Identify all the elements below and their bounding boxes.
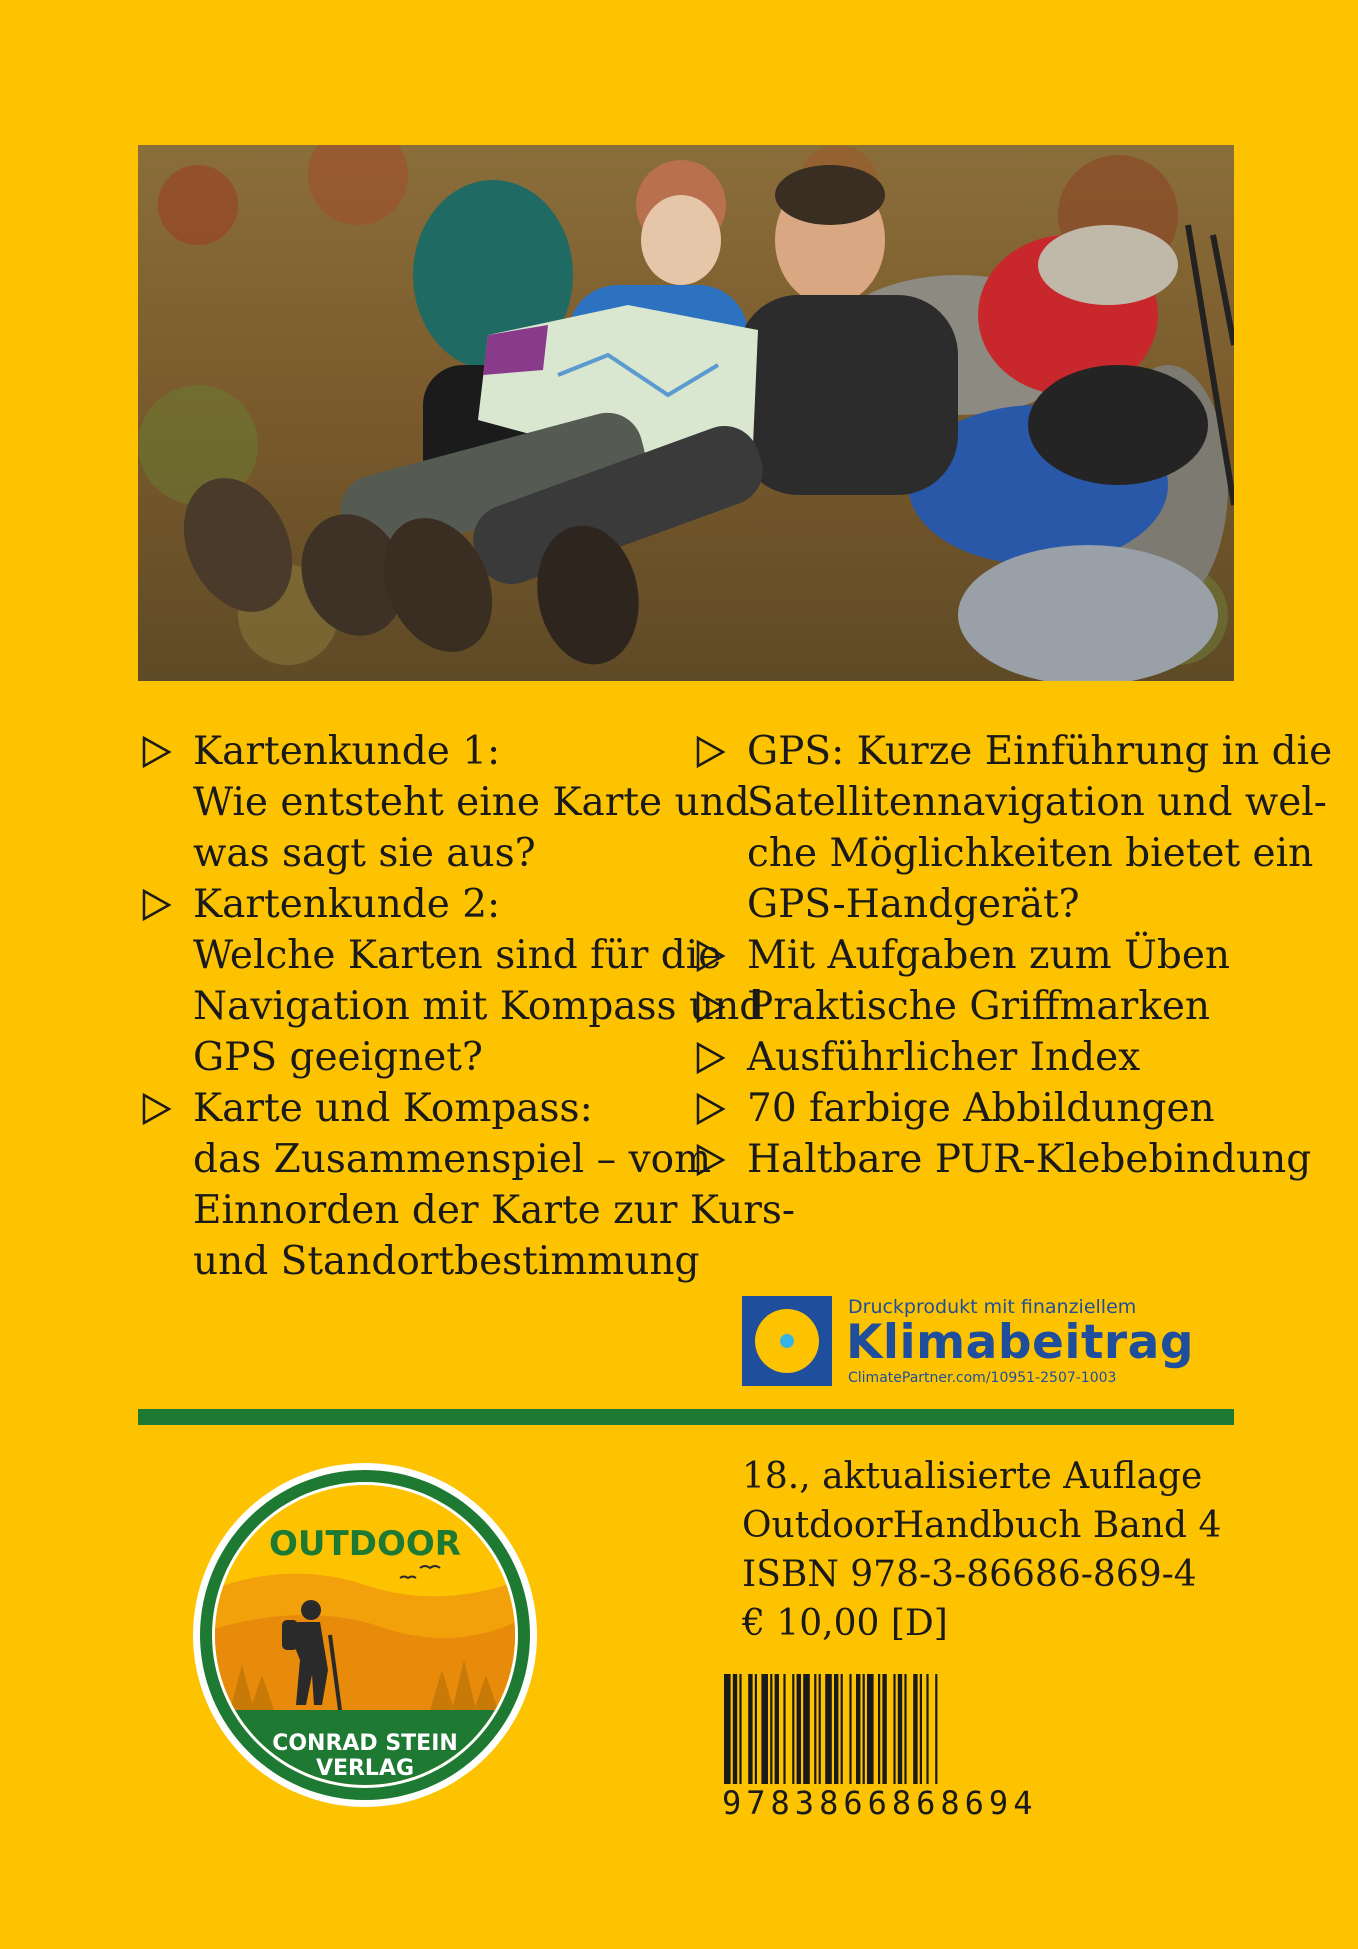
logo-top-text: OUTDOOR [269, 1524, 461, 1564]
triangle-bullet-icon [142, 736, 172, 768]
isbn-text: ISBN 978-3-86686-869-4 [742, 1554, 1197, 1595]
barcode-bar [819, 1674, 821, 1784]
barcode-bar [841, 1674, 843, 1784]
triangle-bullet-icon [696, 1042, 726, 1074]
feature-item [138, 726, 750, 879]
barcode-bar [904, 1674, 906, 1784]
series-text: OutdoorHandbuch Band 4 [742, 1505, 1222, 1546]
barcode-bar [814, 1674, 816, 1784]
barcode-bar [878, 1674, 880, 1784]
logo-bottom-line1: CONRAD STEIN [272, 1731, 458, 1756]
klima-subtitle: Druckprodukt mit finanziellem [848, 1296, 1137, 1318]
triangle-bullet-icon [142, 1093, 172, 1125]
feature-line: 70 farbige Abbildungen [747, 1086, 1215, 1131]
feature-line: was sagt sie aus? [193, 831, 536, 876]
triangle-bullet-icon [696, 1144, 726, 1176]
feature-line: Haltbare PUR-Klebebindung [747, 1137, 1312, 1182]
barcode-bar [893, 1674, 895, 1784]
klima-title: Klimabeitrag [846, 1315, 1194, 1370]
feature-line: che Möglichkeiten bietet ein [747, 831, 1314, 876]
barcode-bar [834, 1674, 838, 1784]
feature-line: Kartenkunde 1: [193, 729, 501, 774]
barcode-bar [770, 1674, 772, 1784]
feature-line: GPS geeignet? [193, 1035, 483, 1080]
feature-line: GPS: Kurze Einführung in die [747, 729, 1333, 774]
barcode-bar [898, 1674, 902, 1784]
feature-item [692, 1032, 1252, 1083]
feature-line: und Standortbestimmung [193, 1239, 700, 1284]
features-left-column [138, 726, 796, 1287]
barcode-bar [792, 1674, 794, 1784]
green-divider [138, 1409, 1234, 1425]
feature-line: Praktische Griffmarken [747, 984, 1211, 1029]
logo-bottom-line2: VERLAG [315, 1756, 415, 1781]
outdoor-conrad-stein-logo [190, 1460, 540, 1810]
book-info [742, 1452, 1221, 1648]
barcode-bar [761, 1674, 768, 1784]
feature-item [138, 879, 765, 1083]
barcode-bar [882, 1674, 886, 1784]
barcode-bar [867, 1674, 874, 1784]
triangle-bullet-icon [696, 1093, 726, 1125]
feature-line: Karte und Kompass: [193, 1086, 593, 1131]
feature-item [692, 981, 1252, 1032]
climate-partner-logo-icon [742, 1296, 832, 1386]
feature-line: Welche Karten sind für die [193, 933, 722, 978]
feature-line: Wie entsteht eine Karte und [193, 780, 750, 825]
features-right-column [692, 726, 1333, 1185]
feature-item [692, 1083, 1252, 1134]
barcode-bar [775, 1674, 779, 1784]
barcode-bar [926, 1674, 928, 1784]
feature-line: Mit Aufgaben zum Üben [747, 933, 1231, 978]
hikers-photo-illustration [138, 145, 1234, 681]
feature-item [692, 726, 1333, 930]
triangle-bullet-icon [696, 940, 726, 972]
barcode-bar [849, 1674, 851, 1784]
barcode-digits: 9783866868694 [722, 1784, 1038, 1822]
triangle-bullet-icon [142, 889, 172, 921]
barcode-bar [797, 1674, 801, 1784]
feature-item [138, 1083, 796, 1287]
climate-partner-label [742, 1296, 1202, 1386]
feature-line: Kartenkunde 2: [193, 882, 501, 927]
barcode-bar [724, 1674, 731, 1784]
edition-text: 18., aktualisierte Auflage [742, 1456, 1203, 1497]
feature-line: Navigation mit Kompass und [193, 984, 765, 1029]
triangle-bullet-icon [696, 736, 726, 768]
barcode-bar [863, 1674, 865, 1784]
barcode-bar [783, 1674, 785, 1784]
feature-item [692, 930, 1252, 981]
feature-line: Einnorden der Karte zur Kurs- [193, 1188, 796, 1233]
barcode-bar [748, 1674, 752, 1784]
triangle-bullet-icon [696, 991, 726, 1023]
barcode-bar [920, 1674, 922, 1784]
barcode-bar [733, 1674, 737, 1784]
klima-url: ClimatePartner.com/10951-2507-1003 [848, 1370, 1117, 1386]
barcode-bar [803, 1674, 810, 1784]
feature-item [692, 1134, 1312, 1185]
barcode-bar [856, 1674, 860, 1784]
feature-line: das Zusammenspiel – vom [193, 1137, 712, 1182]
barcode-bar [913, 1674, 917, 1784]
feature-line: GPS-Handgerät? [747, 882, 1080, 927]
feature-line: Ausführlicher Index [747, 1035, 1141, 1080]
feature-line: Satellitennavigation und wel- [747, 780, 1327, 825]
price-text: € 10,00 [D] [742, 1603, 948, 1644]
cover-photo [138, 145, 1234, 681]
barcode-bar [755, 1674, 757, 1784]
barcode-bar [739, 1674, 741, 1784]
barcode-bar [825, 1674, 832, 1784]
barcode-bar [935, 1674, 937, 1784]
